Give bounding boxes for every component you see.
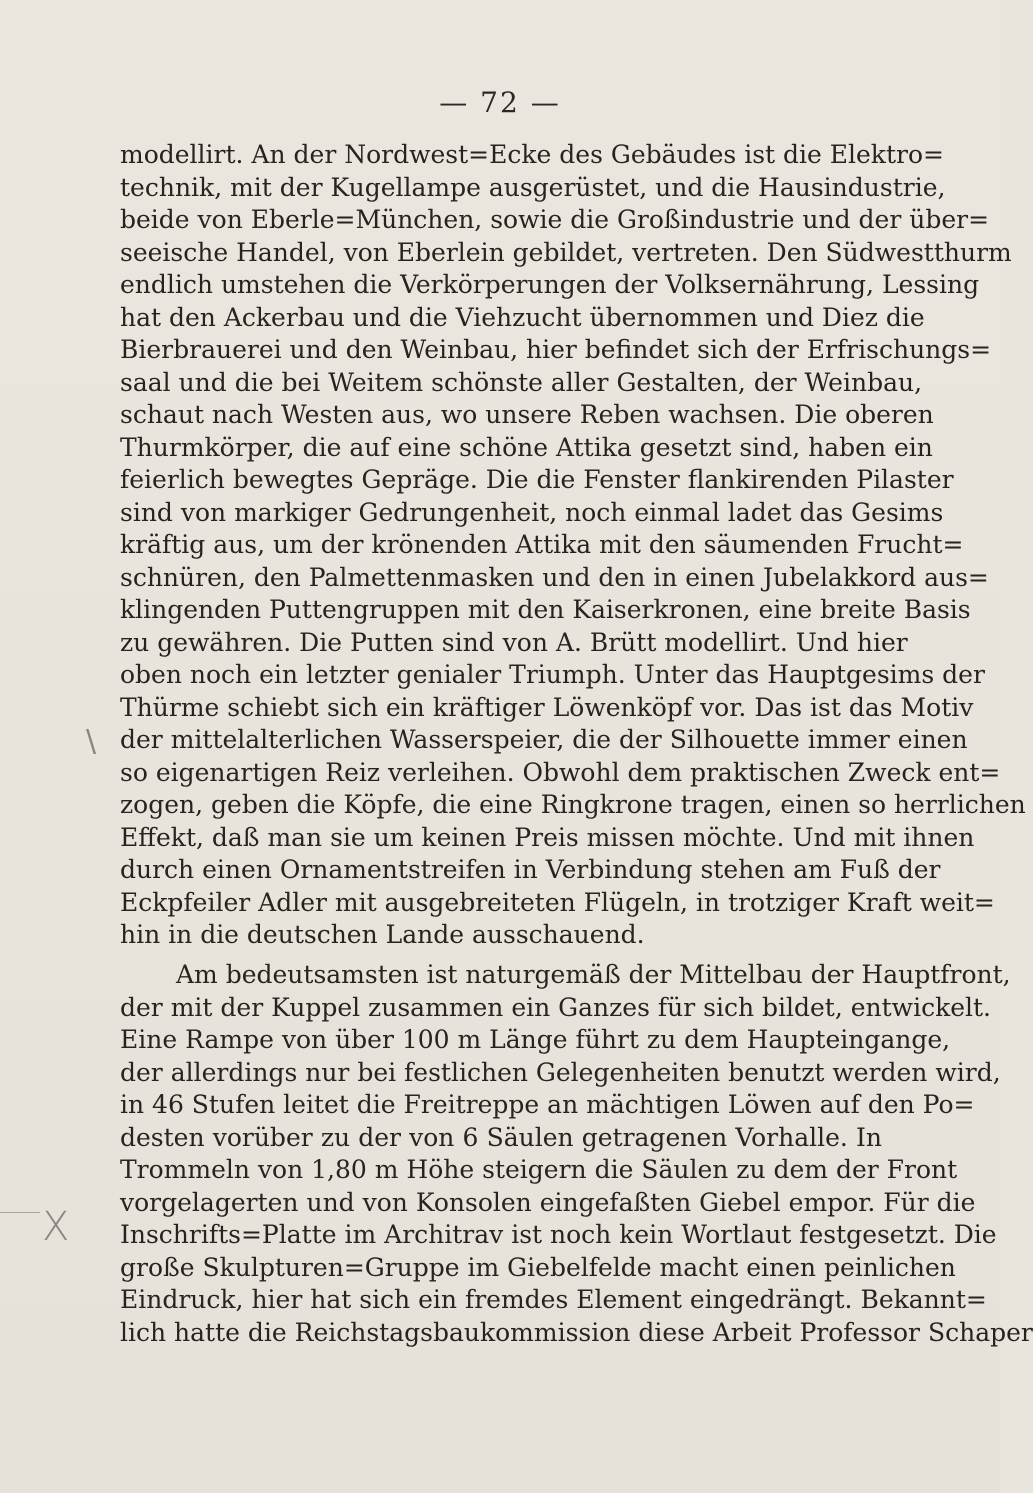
text-line: Am bedeutsamsten ist naturgemäß der Mittelbau der Hauptfront,	[176, 960, 1011, 989]
text-line: große Skulpturen=Gruppe im Giebelfelde macht einen peinlichen	[120, 1252, 956, 1282]
margin-cross-mark: X	[42, 1204, 70, 1250]
text-line: so eigenartigen Reiz verleihen. Obwohl dem praktischen Zweck ent=	[120, 757, 1001, 787]
text-line: technik, mit der Kugellampe ausgerüstet, und die Hausindustrie,	[120, 172, 946, 202]
text-line: oben noch ein letzter genialer Triumph. Unter das Hauptgesims der	[120, 660, 985, 689]
text-line: in 46 Stufen leitet die Freitreppe an mächtigen Löwen auf den Po=	[120, 1090, 975, 1119]
text-line: klingenden Puttengruppen mit den Kaiserkronen, eine breite Basis	[120, 595, 971, 624]
margin-dash-mark	[0, 1212, 40, 1213]
text-line: lich hatte die Reichstagsbaukommission diese Arbeit Professor Schaper	[120, 1317, 1033, 1347]
text-line: Bierbrauerei und den Weinbau, hier befindet sich der Erfrischungs=	[120, 335, 992, 364]
text-line: zu gewähren. Die Putten sind von A. Brütt modellirt. Und hier	[120, 627, 908, 657]
text-line: zogen, geben die Köpfe, die eine Ringkrone tragen, einen so herrlichen	[120, 790, 1026, 819]
text-line: schaut nach Westen aus, wo unsere Reben wachsen. Die oberen	[120, 400, 934, 429]
text-line: Thurmkörper, die auf eine schöne Attika gesetzt sind, haben ein	[120, 432, 933, 462]
text-line: saal und die bei Weitem schönste aller Gestalten, der Weinbau,	[120, 367, 923, 397]
text-line: vorgelagerten und von Konsolen eingefaßten Giebel empor. Für die	[120, 1187, 976, 1217]
text-line: Thürme schiebt sich ein kräftiger Löwenköpf vor. Das ist das Motiv	[120, 692, 974, 722]
text-line: Eine Rampe von über 100 m Länge führt zu dem Haupteingange,	[120, 1025, 951, 1054]
text-line: sind von markiger Gedrungenheit, noch einmal ladet das Gesims	[120, 497, 944, 527]
page-number: — 72 —	[439, 86, 561, 119]
text-line: kräftig aus, um der krönenden Attika mit den säumenden Frucht=	[120, 530, 964, 559]
text-line: Effekt, daß man sie um keinen Preis missen möchte. Und mit ihnen	[120, 822, 975, 852]
text-line: modellirt. An der Nordwest=Ecke des Gebäudes ist die Elektro=	[120, 140, 944, 169]
text-line: der mit der Kuppel zusammen ein Ganzes für sich bildet, entwickelt.	[120, 992, 992, 1022]
text-line: feierlich bewegtes Gepräge. Die die Fenster flankirenden Pilaster	[120, 465, 954, 494]
text-line: desten vorüber zu der von 6 Säulen getragenen Vorhalle. In	[120, 1122, 882, 1152]
margin-tick-mark: \	[86, 724, 97, 759]
text-line: durch einen Ornamentstreifen in Verbindung stehen am Fuß der	[120, 855, 941, 884]
text-line: hin in die deutschen Lande ausschauend.	[120, 920, 645, 949]
text-line: der mittelalterlichen Wasserspeier, die der Silhouette immer einen	[120, 725, 968, 754]
text-line: Eindruck, hier hat sich ein fremdes Element eingedrängt. Bekannt=	[120, 1285, 987, 1314]
text-line: hat den Ackerbau und die Viehzucht übernommen und Diez die	[120, 302, 925, 332]
text-line: der allerdings nur bei festlichen Gelegenheiten benutzt werden wird,	[120, 1057, 1001, 1087]
text-line: seeische Handel, von Eberlein gebildet, vertreten. Den Südwestthurm	[120, 237, 1012, 267]
text-line: beide von Eberle=München, sowie die Großindustrie und der über=	[120, 205, 990, 234]
text-line: endlich umstehen die Verkörperungen der Volksernährung, Lessing	[120, 270, 980, 299]
text-line: schnüren, den Palmettenmasken und den in einen Jubelakkord aus=	[120, 562, 989, 592]
text-line: Eckpfeiler Adler mit ausgebreiteten Flügeln, in trotziger Kraft weit=	[120, 887, 995, 917]
text-line: Trommeln von 1,80 m Höhe steigern die Säulen zu dem der Front	[120, 1155, 958, 1184]
text-line: Inschrifts=Platte im Architrav ist noch kein Wortlaut festgesetzt. Die	[120, 1220, 997, 1249]
